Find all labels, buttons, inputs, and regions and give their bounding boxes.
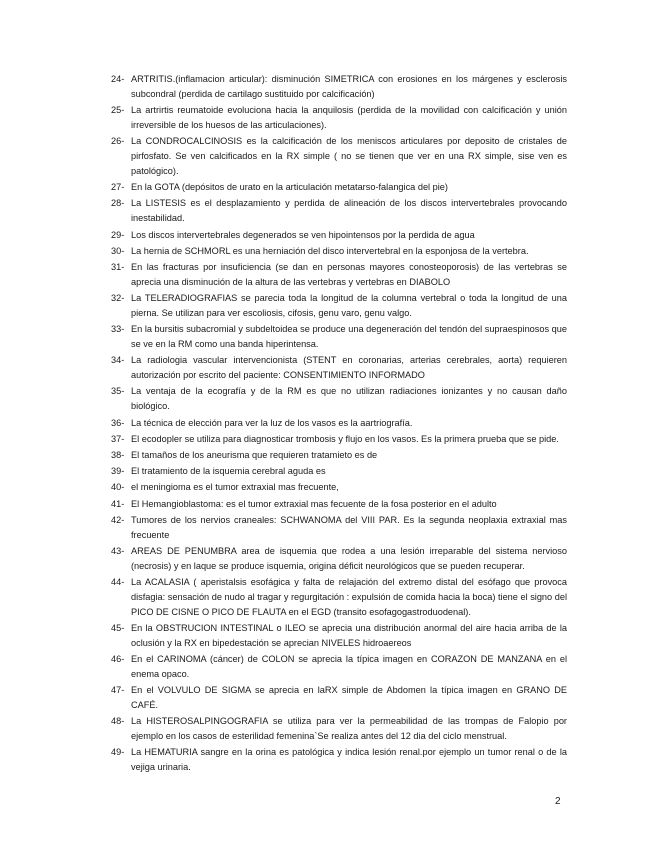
item-number: 41- (111, 498, 125, 509)
item-number: 46- (111, 654, 125, 665)
numbered-list (111, 72, 567, 777)
list-item (111, 196, 567, 226)
item-text: El Hemangioblastoma: es el tumor extraxial mas fecuente de la fosa posterior en el adulto (131, 498, 497, 509)
list-item (111, 480, 567, 495)
item-number: 36- (111, 417, 125, 428)
item-text: La HEMATURIA sangre en la orina es patológica y indica lesión renal.por ejemplo un tumor renal o de la vejiga urinaria. (131, 747, 567, 773)
list-item (111, 228, 567, 243)
item-number: 32- (111, 293, 125, 304)
item-text: El tratamiento de la isquemia cerebral aguda es (131, 466, 326, 477)
list-item (111, 745, 567, 775)
item-text: La HISTEROSALPINGOGRAFIA se utiliza para ver la permeabilidad de las trompas de Falopio por ejemplo en los casos de esterilidad femenina`Se realiza antes del 12 dia del ciclo menstrual. (131, 716, 567, 742)
item-number: 24- (111, 74, 125, 84)
item-number: 49- (111, 747, 125, 758)
list-item (111, 652, 567, 682)
item-text: En las fracturas por insuficiencia (se dan en personas mayores conosteoporosis) de las vertebras se aprecia una disminución de la altura de las vertebras y vertebras en DIABOLO (131, 261, 567, 287)
item-text: La radiologia vascular intervencionista (STENT en coronarias, arterias cerebrales, aorta) requieren autorización por escrito del paciente: CONSENTIMIENTO INFORMADO (131, 355, 567, 381)
item-text: La CONDROCALCINOSIS es la calcificación de los meniscos articulares por deposito de cristales de pirfosfato. Se ven calcificados en la RX simple ( no se tienen que ver en una RX simple, sise ven es patológico). (131, 136, 567, 177)
list-item (111, 134, 567, 179)
item-text: La ACALASIA ( aperistalsis esofágica y falta de relajación del extremo distal del esófago que provoca disfagia: sensación de nudo al tragar y regurgitación : expulsión de comida hacia la boca) tiene el signo del PICO DE CISNE O PICO DE FLAUTA en el EGD (transito esofagogastroduodenal). (131, 576, 567, 617)
item-number: 31- (111, 261, 125, 272)
list-item (111, 260, 567, 290)
list-item (111, 384, 567, 414)
list-item (111, 448, 567, 463)
list-item (111, 72, 567, 102)
item-text: En el VOLVULO DE SIGMA se aprecia en laRX simple de Abdomen la típica imagen en GRANO DE CAFÉ. (131, 685, 567, 711)
item-text: La hernia de SCHMORL es una herniación del disco intervertebral en la esponjosa de la vertebra. (131, 245, 529, 256)
item-number: 42- (111, 514, 125, 525)
list-item (111, 575, 567, 620)
item-number: 33- (111, 324, 125, 335)
item-number: 38- (111, 449, 125, 460)
item-text: En la GOTA (depósitos de urato en la articulación metatarso-falangica del pie) (131, 182, 448, 193)
item-number: 37- (111, 433, 125, 444)
list-item (111, 180, 567, 195)
item-text: La ventaja de la ecografía y de la RM es que no utilizan radiaciones ionizantes y no causan daño biológico. (131, 386, 567, 412)
list-item (111, 497, 567, 512)
item-number: 39- (111, 466, 125, 477)
list-item (111, 353, 567, 383)
item-number: 26- (111, 136, 125, 147)
item-number: 43- (111, 545, 125, 556)
list-item (111, 432, 567, 447)
item-number: 48- (111, 716, 125, 727)
item-text: Los discos intervertebrales degenerados se ven hipointensos por la perdida de agua (131, 229, 475, 240)
item-number: 47- (111, 685, 125, 696)
list-item (111, 464, 567, 479)
list-item (111, 291, 567, 321)
item-text: El ecodopler se utiliza para diagnosticar trombosis y flujo en los vasos. Es la primera prueba que se pide. (131, 433, 559, 444)
list-item (111, 714, 567, 744)
list-item (111, 103, 567, 133)
item-text: La artrirtis reumatoide evoluciona hacia la anquilosis (perdida de la movilidad con calcificación y unión irreversible de los huesos de las articulaciones). (131, 105, 567, 131)
item-text: AREAS DE PENUMBRA area de isquemia que rodea a una lesión irreparable del sistema nervioso (necrosis) y en laque se produce isquemia, origina déficit neurológicos que se pueden recuperar. (131, 545, 567, 571)
item-number: 44- (111, 576, 125, 587)
item-number: 40- (111, 482, 125, 493)
item-text: En la OBSTRUCION INTESTINAL o ILEO se aprecia una distribución anormal del aire hacia arriba de la oclusión y la RX en bipedestación se aprecian NIVELES hidroaereos (131, 622, 567, 648)
list-item (111, 544, 567, 574)
item-number: 27- (111, 182, 125, 193)
item-number: 25- (111, 105, 125, 116)
list-item (111, 244, 567, 259)
item-text: En la bursitis subacromial y subdeltoidea se produce una degeneración del tendón del supraespinosos que se ve en la RM como una banda hiperintensa. (131, 324, 567, 350)
item-text: La técnica de elección para ver la luz de los vasos es la aartriografía. (131, 417, 413, 428)
item-number: 30- (111, 245, 125, 256)
item-number: 29- (111, 229, 125, 240)
list-item (111, 416, 567, 431)
item-number: 35- (111, 386, 125, 397)
item-text: El tamaños de los aneurisma que requieren tratamieto es de (131, 449, 378, 460)
item-number: 28- (111, 198, 125, 209)
item-text: La TELERADIOGRAFIAS se parecia toda la longitud de la columna vertebral o toda la longitud de una pierna. Se utilizan para ver escoliosis, cifosis, genu varo, genu valgo. (131, 293, 567, 318)
item-number: 34- (111, 355, 125, 366)
item-text: Tumores de los nervios craneales: SCHWANOMA del VIII PAR. Es la segunda neoplaxia extraxial mas frecuente (131, 514, 567, 540)
list-item (111, 513, 567, 543)
list-item (111, 621, 567, 651)
item-text: ARTRITIS.(inflamacion articular): disminución SIMETRICA con erosiones en los márgenes y esclerosis subcondral (perdida de cartilago sustituido por calcificación) (131, 74, 567, 99)
item-text: el meningioma es el tumor extraxial mas frecuente, (131, 482, 339, 493)
page-number: 2 (555, 796, 561, 807)
list-item (111, 322, 567, 352)
item-number: 45- (111, 622, 125, 633)
list-item (111, 683, 567, 713)
item-text: La LISTESIS es el desplazamiento y perdida de alineación de los discos intervertebrales provocando inestabilidad. (131, 198, 567, 224)
item-text: En el CARINOMA (cáncer) de COLON se aprecia la típica imagen en CORAZON DE MANZANA en el enema opaco. (131, 654, 567, 679)
